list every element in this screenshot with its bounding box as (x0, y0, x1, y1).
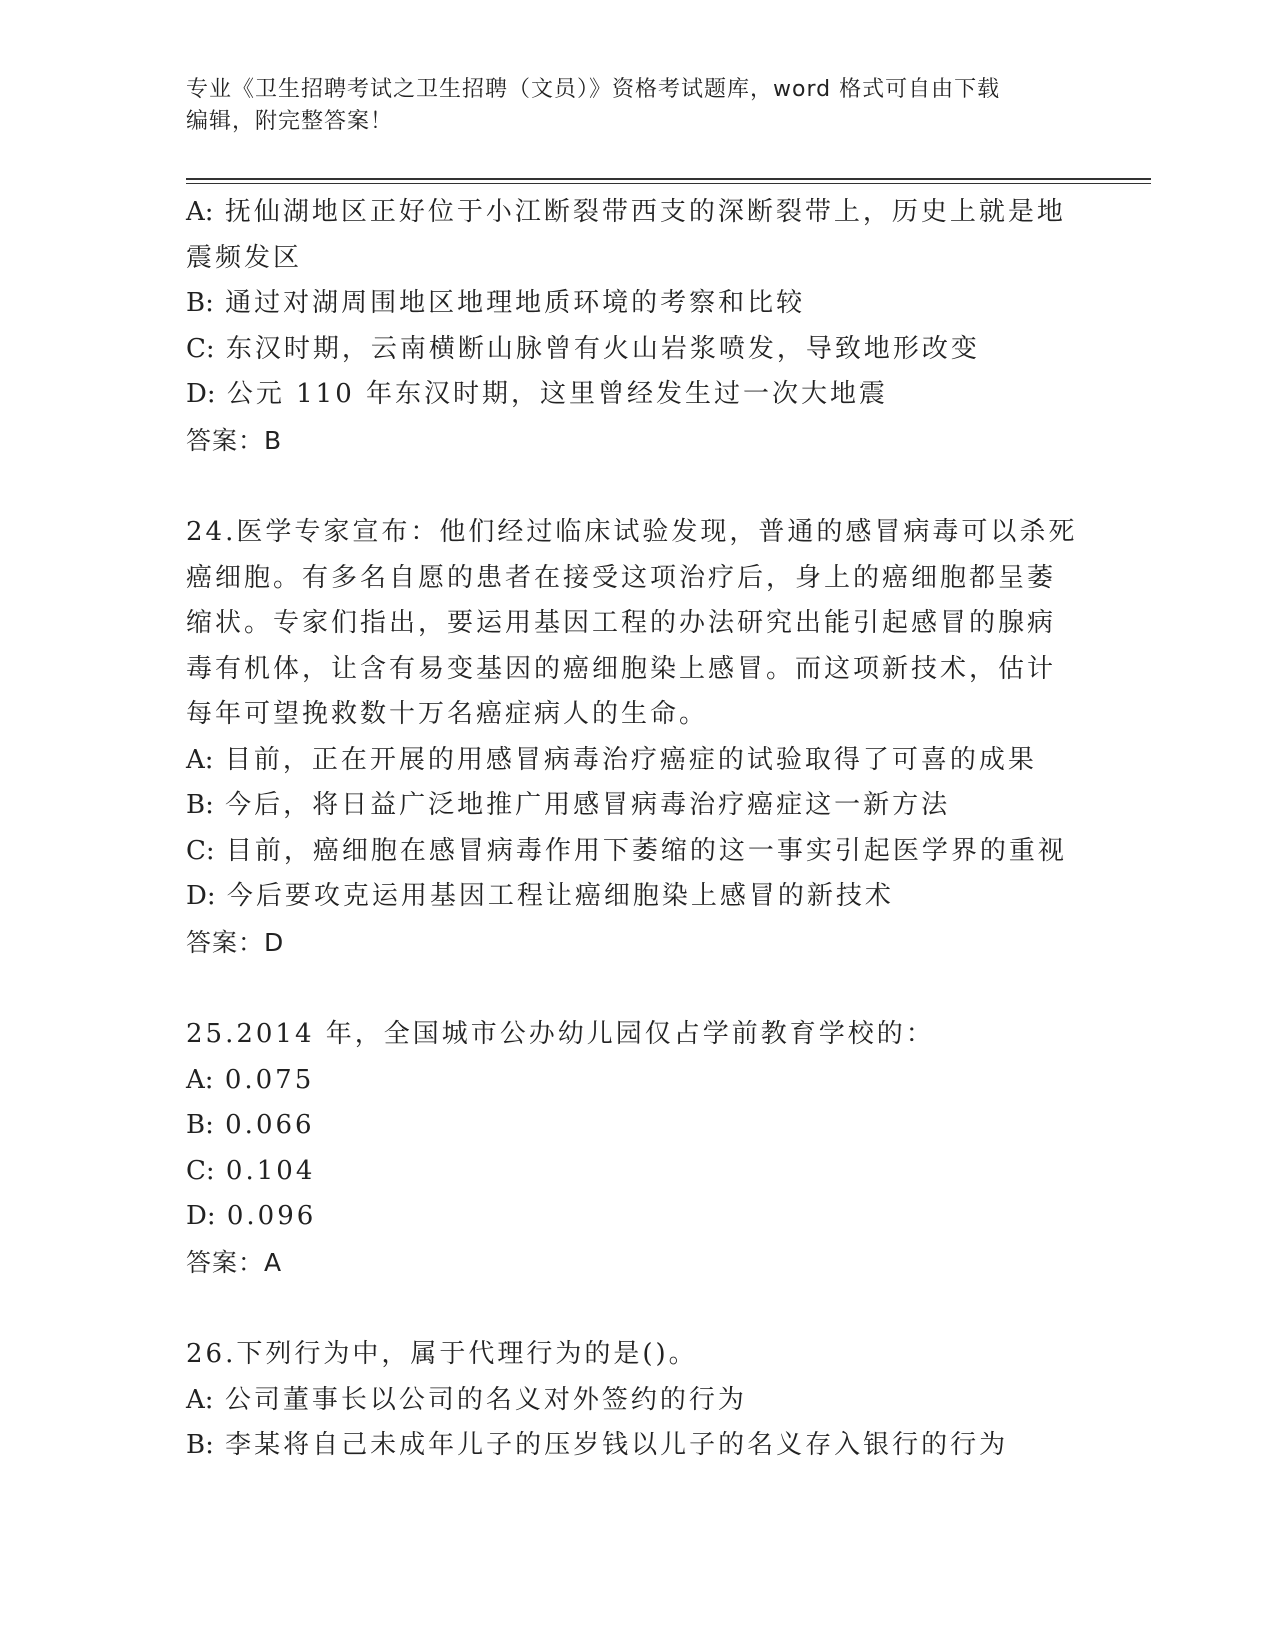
option-letter: A: (186, 197, 214, 227)
option-text: 公司董事长以公司的名义对外签约的行为 (224, 1384, 747, 1415)
option-letter: C: (186, 835, 215, 866)
option-text: 今后要攻克运用基因工程让癌细胞染上感冒的新技术 (226, 881, 894, 911)
question-24 (186, 510, 1076, 965)
option-letter: D: (186, 379, 216, 409)
question-25 (186, 1012, 1076, 1285)
question-stem-line: 每年可望挽救数十万名癌症病人的生命。 (186, 699, 709, 729)
document-header (186, 74, 1086, 138)
option-a (186, 1058, 1076, 1104)
option-d (186, 874, 1076, 920)
header-line-2: 编辑，附完整答案！ (186, 109, 394, 134)
option-text: 0.096 (226, 1201, 317, 1231)
question-stem-line: 25.2014 年，全国城市公办幼儿园仅占学前教育学校的： (186, 1019, 935, 1049)
option-letter: C: (186, 1155, 215, 1186)
option-c (186, 1149, 1076, 1195)
option-letter: A: (186, 1064, 214, 1095)
answer-line: 答案：A (186, 1247, 283, 1277)
option-letter: A: (186, 744, 214, 775)
question-stem-line: 癌细胞。有多名自愿的患者在接受这项治疗后，身上的癌细胞都呈萎 (186, 562, 1057, 593)
option-text: 0.075 (224, 1064, 315, 1095)
option-c (186, 829, 1076, 875)
option-text: 今后，将日益广泛地推广用感冒病毒治疗癌症这一新方法 (225, 790, 951, 820)
option-text: 通过对湖周围地区地理地质环境的考察和比较 (225, 288, 806, 318)
option-text: 目前，正在开展的用感冒病毒治疗癌症的试验取得了可喜的成果 (224, 744, 1037, 775)
option-b (186, 281, 1076, 327)
header-divider-thin (186, 183, 1151, 184)
question-stem-line: 毒有机体，让含有易变基因的癌细胞染上感冒。而这项新技术，估计 (186, 653, 1057, 684)
answer-line: 答案：B (186, 425, 283, 455)
option-letter: D: (186, 1201, 216, 1231)
option-letter: B: (186, 790, 214, 820)
option-letter: B: (186, 1430, 214, 1460)
option-d (186, 1194, 1076, 1240)
option-text: 0.104 (225, 1155, 316, 1186)
option-a-continued: 震频发区 (186, 242, 303, 273)
option-d (186, 372, 1076, 418)
option-a (186, 1378, 1076, 1424)
question-stem-line: 缩状。专家们指出，要运用基因工程的办法研究出能引起感冒的腺病 (186, 608, 1057, 638)
option-c (186, 327, 1076, 373)
option-b (186, 783, 1076, 829)
option-text: 抚仙湖地区正好位于小江断裂带西支的深断裂带上，历史上就是地 (224, 197, 1066, 227)
question-stem-line: 24.医学专家宣布：他们经过临床试验发现，普通的感冒病毒可以杀死 (186, 517, 1078, 547)
answer-line: 答案：D (186, 927, 285, 957)
option-text: 东汉时期，云南横断山脉曾有火山岩浆喷发，导致地形改变 (225, 333, 980, 364)
option-text: 目前，癌细胞在感冒病毒作用下萎缩的这一事实引起医学界的重视 (225, 835, 1067, 866)
question-list (186, 190, 1076, 1469)
option-a (186, 190, 1076, 236)
question-stem-line: 26.下列行为中，属于代理行为的是()。 (186, 1339, 698, 1369)
option-b (186, 1423, 1076, 1469)
option-letter: B: (186, 1110, 214, 1140)
option-text: 0.066 (225, 1110, 315, 1140)
option-letter: C: (186, 333, 215, 364)
option-letter: B: (186, 288, 214, 318)
question-23 (186, 190, 1076, 463)
option-b (186, 1103, 1076, 1149)
question-26 (186, 1332, 1076, 1469)
option-letter: D: (186, 881, 216, 911)
header-line-1: 专业《卫生招聘考试之卫生招聘（文员）》资格考试题库，word 格式可自由下载 (186, 77, 1001, 102)
option-letter: A: (186, 1384, 214, 1415)
header-divider-thick (186, 178, 1151, 180)
option-a (186, 738, 1076, 784)
option-text: 李某将自己未成年儿子的压岁钱以儿子的名义存入银行的行为 (225, 1430, 1009, 1460)
option-text: 公元 110 年东汉时期，这里曾经发生过一次大地震 (226, 379, 889, 409)
